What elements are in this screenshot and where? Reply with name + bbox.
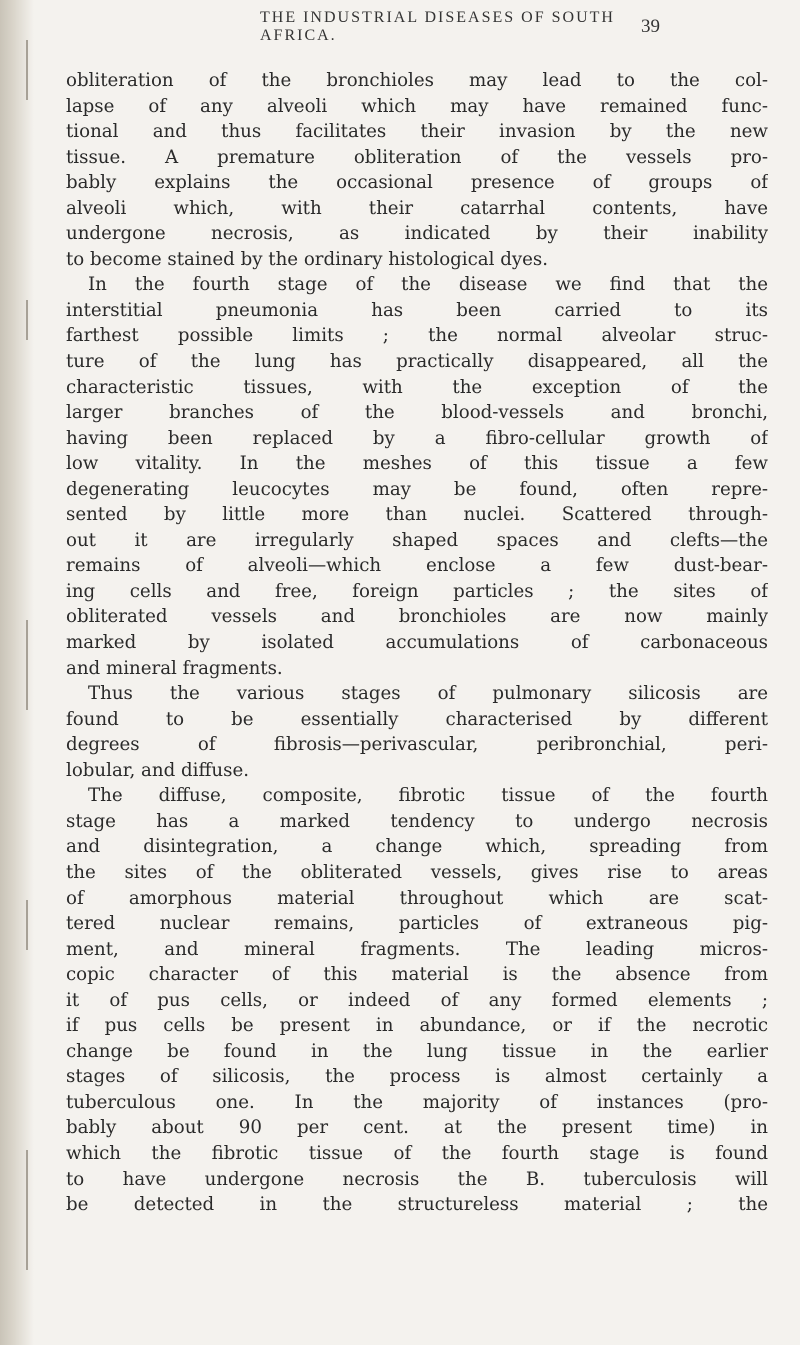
text-line: Thus the various stages of pulmonary silicosis are: [88, 683, 768, 705]
text-line: out it are irregularly shaped spaces and clefts—the: [66, 529, 768, 551]
binding-edge-mark: [26, 620, 28, 710]
body-text: [66, 68, 768, 1218]
text-line: having been replaced by a fibro-cellular growth of: [66, 427, 768, 449]
text-line: it of pus cells, or indeed of any formed elements ;: [66, 989, 768, 1011]
text-line: stage has a marked tendency to undergo necrosis: [66, 810, 768, 832]
binding-edge-mark: [26, 900, 28, 950]
text-line: In the fourth stage of the disease we find that the: [88, 274, 768, 296]
text-line: larger branches of the blood-vessels and bronchi,: [66, 402, 768, 424]
running-title: THE INDUSTRIAL DISEASES OF SOUTH AFRICA.: [260, 9, 615, 44]
text-line: if pus cells be present in abundance, or if the necrotic: [66, 1015, 768, 1037]
text-line: lobular, and diffuse.: [66, 759, 249, 781]
text-line: and disintegration, a change which, spreading from: [66, 836, 768, 858]
text-line: marked by isolated accumulations of carbonaceous: [66, 632, 768, 654]
text-line: which the fibrotic tissue of the fourth stage is found: [66, 1142, 768, 1164]
text-line: bably about 90 per cent. at the present time) in: [66, 1117, 768, 1139]
text-line: tered nuclear remains, particles of extraneous pig-: [66, 913, 768, 935]
text-line: bably explains the occasional presence of groups of: [66, 172, 768, 194]
text-line: tuberculous one. In the majority of instances (pro-: [66, 1091, 768, 1113]
text-line: tional and thus facilitates their invasion by the new: [66, 121, 768, 143]
text-line: ment, and mineral fragments. The leading micros-: [66, 938, 768, 960]
text-line: lapse of any alveoli which may have remained func-: [66, 95, 768, 117]
text-line: degrees of fibrosis—perivascular, peribronchial, peri-: [66, 734, 768, 756]
text-line: and mineral fragments.: [66, 657, 283, 679]
text-line: alveoli which, with their catarrhal contents, have: [66, 197, 768, 219]
text-line: of amorphous material throughout which are scat-: [66, 887, 768, 909]
text-line: change be found in the lung tissue in the earlier: [66, 1040, 768, 1062]
text-line: characteristic tissues, with the exception of the: [66, 376, 768, 398]
binding-edge-mark: [26, 1150, 28, 1270]
text-line: found to be essentially characterised by different: [66, 708, 768, 730]
text-line: degenerating leucocytes may be found, often repre-: [66, 478, 768, 500]
text-line: stages of silicosis, the process is almost certainly a: [66, 1066, 768, 1088]
text-line: to become stained by the ordinary histological dyes.: [66, 248, 549, 270]
running-header: [260, 9, 660, 44]
page-number: 39: [641, 16, 660, 37]
text-line: farthest possible limits ; the normal alveolar struc-: [66, 325, 768, 347]
text-line: copic character of this material is the absence from: [66, 964, 768, 986]
text-line: ture of the lung has practically disappeared, all the: [66, 351, 768, 373]
text-line: The diffuse, composite, fibrotic tissue of the fourth: [88, 785, 768, 807]
text-line: the sites of the obliterated vessels, gives rise to areas: [66, 861, 768, 883]
text-line: obliterated vessels and bronchioles are now mainly: [66, 606, 768, 628]
text-line: low vitality. In the meshes of this tissue a few: [66, 453, 768, 475]
page-gutter-shadow: [0, 0, 34, 1345]
text-line: tissue. A premature obliteration of the vessels pro-: [66, 146, 768, 168]
text-line: interstitial pneumonia has been carried to its: [66, 299, 768, 321]
text-line: be detected in the structureless material ; the: [66, 1194, 768, 1216]
text-line: undergone necrosis, as indicated by their inability: [66, 223, 768, 245]
text-line: ing cells and free, foreign particles ; the sites of: [66, 580, 768, 602]
text-line: to have undergone necrosis the B. tuberculosis will: [66, 1168, 768, 1190]
binding-edge-mark: [26, 40, 28, 100]
binding-edge-mark: [26, 300, 28, 340]
text-line: sented by little more than nuclei. Scattered through-: [66, 504, 768, 526]
text-line: remains of alveoli—which enclose a few dust-bear-: [66, 555, 768, 577]
text-line: obliteration of the bronchioles may lead to the col-: [66, 70, 768, 91]
